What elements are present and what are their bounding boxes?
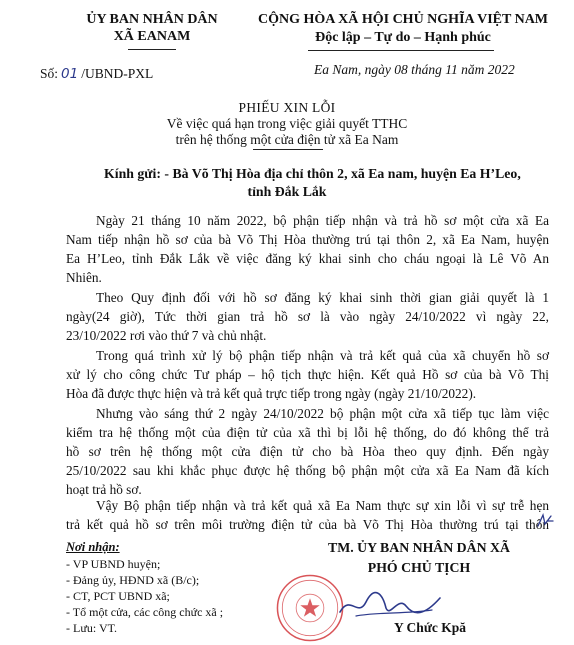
body-line: 23/10/2022 rơi vào thứ 7 và chủ nhật. — [66, 328, 267, 343]
doc-number-suffix: /UBND-PXL — [81, 66, 154, 81]
signature-authority: TM. ỦY BAN NHÂN DÂN XÃ — [328, 540, 510, 555]
national-motto: Độc lập – Tự do – Hạnh phúc — [315, 30, 491, 45]
issuer-name: ỦY BAN NHÂN DÂN — [86, 12, 218, 27]
body-line: Nam tiếp nhận hồ sơ của bà Võ Thị Hòa thường trú tại thôn 2, xã Ea Nam, huyện — [66, 232, 549, 247]
body-line: Trong quá trình xử lý bộ phận tiếp nhận và trả kết quả của xã chuyển hồ sơ — [96, 348, 549, 363]
handwritten-initials-icon — [535, 512, 555, 530]
issuer-commune: XÃ EANAM — [113, 29, 191, 44]
date-line: Ea Nam, ngày 08 tháng 11 năm 2022 — [314, 62, 515, 77]
subject-line-1: Về việc quá hạn trong việc giải quyết TTHC — [166, 116, 408, 131]
body-line: Vậy Bộ phận tiếp nhận và trả kết quả xã Ea Nam thực sự xin lỗi vì sự trễ hẹn — [96, 498, 549, 513]
body-line: 25/10/2022 sau khi khắc phục được hệ thống bộ phận một cửa xã Ea Nam đã kích — [66, 463, 549, 478]
body-line: Nhiên. — [66, 270, 102, 285]
body-line: Hòa đã được thực hiện và trả kết quả trực tiếp trong ngày (ngày 21/10/2022). — [66, 386, 477, 401]
body-line: trả kết quả hồ sơ trên môi trường điện tử của bà Võ Thị Hòa thường trú tại thôn — [66, 517, 549, 532]
body-line: hoạt trả hồ sơ. — [66, 482, 142, 497]
body-line: Ea H’Leo, tỉnh Đắk Lắk về việc đăng ký khai sinh cho cháu ngoại là Lê Võ An — [66, 251, 549, 266]
body-line: Theo Quy định đối với hồ sơ đăng ký khai sinh thời gian giải quyết là 1 — [96, 290, 549, 305]
recipient-item: - Đảng ủy, HĐND xã (B/c); — [66, 573, 200, 587]
motto-underline — [308, 50, 494, 51]
recipient-item: - Tổ một cửa, các công chức xã ; — [66, 605, 224, 619]
body-line: kiểm tra hệ thống một của điện tử của xã thì bị lỗi hệ thống, do đó không thể trả — [66, 425, 549, 440]
body-line: Ngày 21 tháng 10 năm 2022, bộ phận tiếp nhận và trả hồ sơ một cửa xã Ea — [96, 213, 549, 228]
signer-name: Y Chức Kpă — [393, 620, 467, 635]
handwritten-signature-icon — [336, 588, 446, 624]
body-line: ngày(24 giờ), Tức thời gian trả hồ sơ là vào ngày 24/10/2022 vì ngày 22, — [66, 309, 549, 324]
recipient-item: - Lưu: VT. — [66, 621, 118, 635]
recipient-item: - CT, PCT UBND xã; — [66, 589, 170, 603]
doc-number-handwritten: 01 — [61, 66, 79, 82]
recipient-item: - VP UBND huyện; — [66, 557, 161, 571]
document-number — [40, 66, 153, 82]
recipients-label: Nơi nhận: — [66, 540, 120, 554]
issuer-underline — [128, 49, 176, 50]
national-title: CỘNG HÒA XÃ HỘI CHỦ NGHĨA VIỆT NAM — [258, 12, 549, 27]
subject-underline — [253, 149, 323, 150]
doc-number-prefix: Số: — [40, 66, 59, 81]
body-line: xử lý cho công chức Tư pháp – hộ tịch thực hiện. Kết quả Hồ sơ của bà Võ Thị — [66, 367, 549, 382]
document-title: PHIẾU XIN LỖI — [238, 100, 336, 115]
salutation-line-2: tỉnh Đắk Lắk — [247, 184, 327, 199]
salutation-line-1: Kính gửi: - Bà Võ Thị Hòa địa chỉ thôn 2, xã Ea nam, huyện Ea H’Leo, — [104, 166, 521, 181]
subject-line-2: trên hệ thống một cửa điện tử xã Ea Nam — [175, 132, 399, 147]
body-line: Nhưng vào sáng thứ 2 ngày 24/10/2022 bộ phận một cửa xã tiếp tục làm việc — [96, 406, 549, 421]
body-line: hồ sơ trên hệ thống một cửa điện tử cho bà Hòa theo quy định. Đến ngày — [66, 444, 549, 459]
signature-title: PHÓ CHỦ TỊCH — [367, 560, 471, 575]
